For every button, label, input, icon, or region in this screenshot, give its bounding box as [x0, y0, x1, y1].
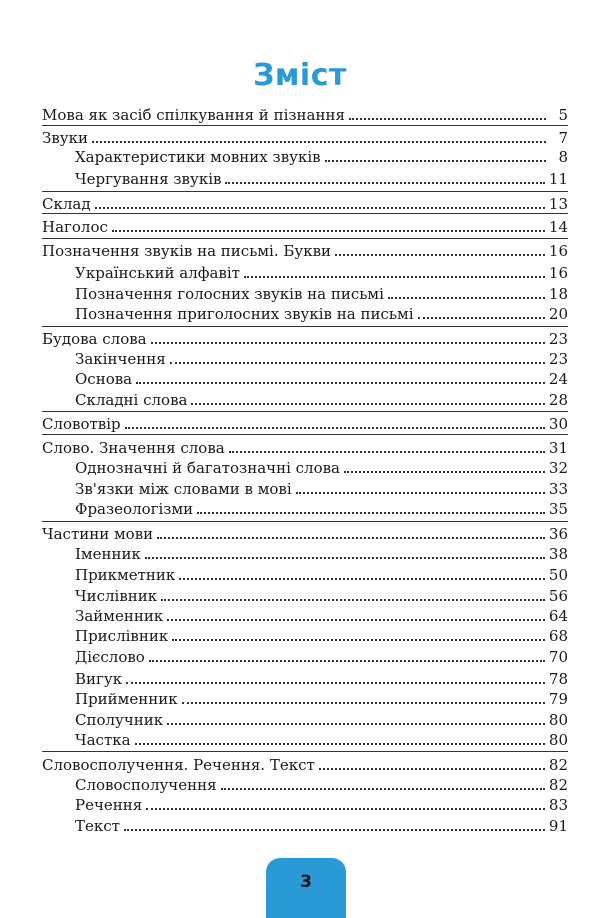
entry-page-number: 13: [548, 195, 568, 213]
dot-leader: [170, 362, 545, 364]
entry-page-number: 30: [548, 415, 568, 433]
entry-page-number: 79: [548, 690, 568, 708]
dot-leader: [191, 403, 544, 405]
entry-label: Сполучник: [75, 711, 164, 729]
entry-label: Слово. Значення слова: [42, 439, 225, 457]
entry-label: Числівник: [75, 587, 158, 605]
entry-page-number: 5: [558, 106, 568, 124]
toc-entry[interactable]: [42, 328, 568, 350]
entry-label: Словосполучення: [75, 776, 217, 794]
entry-label: Частка: [75, 731, 131, 749]
entry-page-number: 91: [548, 817, 568, 835]
dot-leader: [182, 702, 545, 704]
toc-subentry[interactable]: [75, 729, 568, 751]
entry-label: Іменник: [75, 545, 141, 563]
dot-leader: [157, 537, 545, 539]
entry-label: Будова слова: [42, 330, 147, 348]
entry-page-number: 35: [548, 500, 568, 518]
entry-label: Чергування звуків: [75, 170, 222, 188]
entry-label: Прикметник: [75, 566, 176, 584]
toc-subentry[interactable]: [75, 303, 568, 325]
dot-leader: [344, 471, 545, 473]
toc-subentry[interactable]: [75, 262, 568, 284]
dot-leader: [167, 723, 545, 725]
entry-page-number: 23: [548, 330, 568, 348]
entry-page-number: 33: [548, 480, 568, 498]
entry-page-number: 64: [548, 607, 568, 625]
dot-leader: [145, 557, 545, 559]
entry-label: Прийменник: [75, 690, 178, 708]
entry-page-number: 20: [548, 305, 568, 323]
toc-subentry[interactable]: [75, 815, 568, 837]
dot-leader: [92, 141, 546, 143]
toc-entry[interactable]: [42, 437, 568, 459]
entry-page-number: 7: [558, 129, 568, 147]
entry-label: Дієслово: [75, 648, 145, 666]
dot-leader: [335, 254, 545, 256]
toc-subentry[interactable]: [75, 585, 568, 607]
entry-label: Текст: [75, 817, 120, 835]
entry-page-number: 80: [548, 731, 568, 749]
dot-leader: [179, 578, 545, 580]
entry-page-number: 50: [548, 566, 568, 584]
entry-label: Характеристики мовних звуків: [75, 148, 321, 166]
toc-subentry[interactable]: [75, 774, 568, 796]
toc-entry[interactable]: [42, 523, 568, 545]
entry-label: Закінчення: [75, 350, 166, 368]
toc-subentry[interactable]: [75, 146, 568, 168]
entry-page-number: 82: [548, 756, 568, 774]
toc-subentry[interactable]: [75, 498, 568, 520]
dot-leader: [388, 297, 545, 299]
entry-page-number: 28: [548, 391, 568, 409]
entry-label: Фразеологізми: [75, 500, 194, 518]
dot-leader: [167, 619, 545, 621]
toc-entry[interactable]: [42, 216, 568, 238]
toc-subentry[interactable]: [75, 605, 568, 627]
toc-subentry[interactable]: [75, 688, 568, 710]
entry-label: Вигук: [75, 670, 123, 688]
dot-leader: [125, 427, 545, 429]
dot-leader: [325, 160, 546, 162]
dot-leader: [151, 342, 545, 344]
entry-page-number: 70: [548, 648, 568, 666]
entry-label: Звуки: [42, 129, 88, 147]
dot-leader: [135, 743, 545, 745]
entry-page-number: 14: [548, 218, 568, 236]
entry-label: Речення: [75, 796, 143, 814]
dot-leader: [124, 829, 545, 831]
dot-leader: [136, 382, 545, 384]
dot-leader: [418, 317, 545, 319]
entry-label: Склад: [42, 195, 91, 213]
entry-page-number: 56: [548, 587, 568, 605]
dot-leader: [149, 660, 545, 662]
toc-subentry[interactable]: [75, 283, 568, 305]
dot-leader: [225, 182, 544, 184]
entry-label: Однозначні й багатозначні слова: [75, 459, 340, 477]
toc-subentry[interactable]: [75, 625, 568, 647]
section-divider: [42, 411, 568, 412]
entry-label: Основа: [75, 370, 133, 388]
entry-label: Український алфавіт: [75, 264, 240, 282]
entry-label: Позначення голосних звуків на письмі: [75, 285, 384, 303]
toc-subentry[interactable]: [75, 389, 568, 411]
entry-page-number: 32: [548, 459, 568, 477]
toc-entry[interactable]: [42, 104, 568, 126]
entry-page-number: 80: [548, 711, 568, 729]
toc-subentry[interactable]: [75, 709, 568, 731]
section-divider: [42, 751, 568, 752]
entry-label: Зв'язки між словами в мові: [75, 480, 292, 498]
dot-leader: [349, 118, 546, 120]
section-divider: [42, 521, 568, 522]
dot-leader: [126, 682, 545, 684]
toc-subentry[interactable]: [75, 794, 568, 816]
entry-page-number: 8: [558, 148, 568, 166]
page-number: 3: [300, 872, 312, 892]
entry-label: Складні слова: [75, 391, 188, 409]
entry-page-number: 82: [548, 776, 568, 794]
entry-label: Наголос: [42, 218, 108, 236]
entry-page-number: 16: [548, 242, 568, 260]
entry-page-number: 38: [548, 545, 568, 563]
dot-leader: [161, 599, 545, 601]
toc-subentry[interactable]: [75, 368, 568, 390]
dot-leader: [172, 639, 545, 641]
entry-label: Словосполучення. Речення. Текст: [42, 756, 315, 774]
entry-label: Займенник: [75, 607, 164, 625]
dot-leader: [229, 451, 545, 453]
toc-subentry[interactable]: [75, 543, 568, 565]
entry-page-number: 78: [548, 670, 568, 688]
toc-entry[interactable]: [42, 413, 568, 435]
entry-page-number: 23: [548, 350, 568, 368]
section-divider: [42, 238, 568, 239]
entry-page-number: 24: [548, 370, 568, 388]
entry-page-number: 31: [548, 439, 568, 457]
entry-label: Мова як засіб спілкування й пізнання: [42, 106, 345, 124]
toc-entry[interactable]: [42, 240, 568, 262]
dot-leader: [244, 276, 545, 278]
entry-label: Словотвір: [42, 415, 121, 433]
page-title: Зміст: [253, 58, 347, 93]
entry-page-number: 68: [548, 627, 568, 645]
toc-subentry[interactable]: [75, 668, 568, 690]
entry-label: Позначення звуків на письмі. Букви: [42, 242, 332, 260]
dot-leader: [296, 492, 545, 494]
dot-leader: [95, 207, 545, 209]
dot-leader: [197, 512, 545, 514]
toc-subentry[interactable]: [75, 564, 568, 586]
dot-leader: [146, 808, 545, 810]
entry-label: Частини мови: [42, 525, 154, 543]
entry-label: Позначення приголосних звуків на письмі: [75, 305, 414, 323]
toc-subentry[interactable]: [75, 457, 568, 479]
entry-page-number: 18: [548, 285, 568, 303]
entry-page-number: 83: [548, 796, 568, 814]
toc-subentry[interactable]: [75, 168, 568, 190]
section-divider: [42, 326, 568, 327]
entry-page-number: 36: [548, 525, 568, 543]
toc-subentry[interactable]: [75, 646, 568, 668]
section-divider: [42, 191, 568, 192]
dot-leader: [319, 768, 545, 770]
dot-leader: [221, 788, 545, 790]
toc-subentry[interactable]: [75, 348, 568, 370]
entry-page-number: 16: [548, 264, 568, 282]
toc-entry[interactable]: [42, 193, 568, 215]
dot-leader: [112, 230, 545, 232]
entry-label: Прислівник: [75, 627, 169, 645]
entry-page-number: 11: [548, 170, 568, 188]
toc-entry[interactable]: [42, 754, 568, 776]
toc-subentry[interactable]: [75, 478, 568, 500]
